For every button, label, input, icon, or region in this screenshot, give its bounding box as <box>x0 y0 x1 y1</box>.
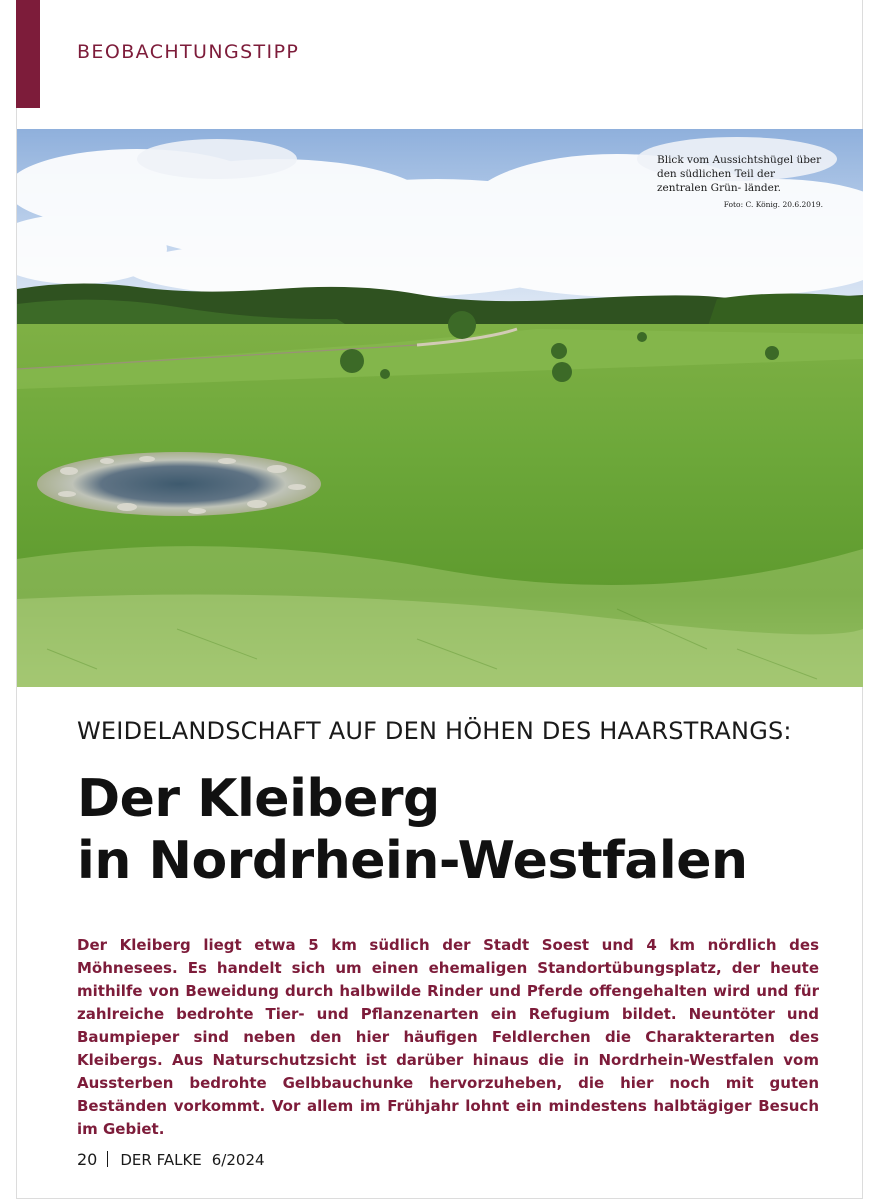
caption-text: Blick vom Aussichtshügel über den südlichen Teil der zentralen Grün- länder. <box>657 154 822 194</box>
accent-bar <box>16 0 40 108</box>
page-footer <box>77 1150 265 1169</box>
article-subtitle: WEIDELANDSCHAFT AUF DEN HÖHEN DES HAARSTRANGS: <box>77 717 792 745</box>
issue-number: 6/2024 <box>211 1151 265 1169</box>
title-line-1: Der Kleiberg <box>77 769 440 829</box>
article-lead: Der Kleiberg liegt etwa 5 km südlich der Stadt Soest und 4 km nördlich des Möhnesees. Es handelt sich um einen ehemaligen Standortübungsplatz, der heute mithilfe von Beweidung durch halbwilde Rinder und Pferde offengehalten wird und für zahlreiche bedrohte Tier- und Pflanzenarten ein Refugium bildet. Neuntöter und Baumpieper sind neben den hier häufigen Feldlerchen die Charakterarten des Kleibergs. Aus Naturschutzsicht ist darüber hinaus die in Nordrhein-Westfalen vom Aussterben bedrohte Gelbbauchunke hervorzuheben, die hier noch mit guten Beständen vorkommt. Vor allem im Frühjahr lohnt ein mindestens halbtägiger Besuch im Gebiet. <box>77 936 819 1138</box>
photo-caption <box>657 153 823 212</box>
footer-divider <box>107 1151 108 1167</box>
title-line-2: in Nordrhein-Westfalen <box>77 831 748 891</box>
landscape-photo <box>17 129 863 687</box>
article-title <box>77 768 747 892</box>
magazine-name: DER FALKE <box>120 1151 202 1169</box>
section-label: BEOBACHTUNGSTIPP <box>77 41 300 63</box>
photo-credit: Foto: C. König. 20.6.2019. <box>723 200 823 209</box>
page-number: 20 <box>77 1150 98 1169</box>
